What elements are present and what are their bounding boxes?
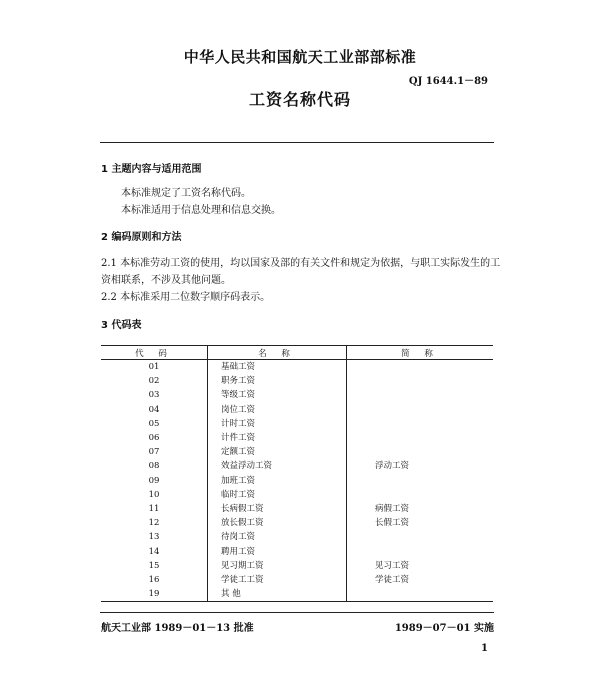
code-cell: 04 — [148, 404, 160, 415]
name-cell: 其 他 — [208, 587, 347, 602]
name-cell: 定额工资 — [208, 445, 347, 459]
abbreviation-cell — [347, 417, 494, 431]
abbreviation-cell — [347, 530, 494, 544]
abbreviation-cell: 长假工资 — [375, 518, 410, 529]
name-cell: 待岗工资 — [208, 530, 347, 544]
name-cell: 基础工资 — [208, 360, 347, 375]
code-cell: 05 — [148, 418, 160, 429]
column-header-code: 代 码 — [101, 346, 208, 360]
table-row — [101, 388, 493, 402]
table-row — [101, 459, 493, 473]
name-cell: 计时工资 — [208, 417, 347, 431]
table-row — [101, 502, 493, 516]
column-header-abbreviation: 简 称 — [347, 346, 494, 360]
code-table — [101, 345, 493, 602]
table-body — [101, 360, 493, 602]
abbreviation-cell — [347, 403, 494, 417]
code-cell: 08 — [148, 461, 160, 472]
abbreviation-cell: 浮动工资 — [375, 461, 410, 472]
code-cell: 01 — [148, 362, 160, 373]
section-2-1-line-2: 资相联系，不涉及其他问题。 — [101, 275, 231, 286]
page-number: 1 — [481, 643, 488, 654]
table-row — [101, 516, 493, 530]
name-cell: 效益浮动工资 — [208, 459, 347, 473]
abbreviation-cell: 学徒工资 — [375, 574, 410, 585]
section-2-heading: 2 编码原则和方法 — [101, 232, 182, 243]
table-row — [101, 474, 493, 488]
name-cell: 聘用工资 — [208, 544, 347, 558]
footer-rule — [100, 612, 494, 613]
section-2-2: 2.2 本标准采用二位数字顺序码表示。 — [101, 292, 271, 303]
table-row — [101, 573, 493, 587]
abbreviation-cell — [347, 445, 494, 459]
name-cell: 等级工资 — [208, 388, 347, 402]
abbreviation-cell: 见习工资 — [375, 560, 410, 571]
code-cell: 13 — [148, 532, 160, 543]
table-row — [101, 360, 493, 375]
table-row — [101, 374, 493, 388]
standard-number: QJ 1644.1－89 — [408, 76, 488, 87]
issuing-organization: 中华人民共和国航天工业部部标准 — [183, 48, 417, 66]
table-row — [101, 559, 493, 573]
name-cell: 加班工资 — [208, 474, 347, 488]
code-cell: 14 — [148, 546, 160, 557]
name-cell: 长病假工资 — [208, 502, 347, 516]
code-cell: 16 — [148, 574, 160, 585]
section-1-heading: 1 主题内容与适用范围 — [101, 164, 202, 175]
document-title: 工资名称代码 — [248, 90, 351, 109]
table-header-row — [101, 346, 493, 360]
header-rule — [100, 142, 494, 143]
abbreviation-cell — [347, 360, 494, 375]
code-cell: 06 — [148, 433, 160, 444]
name-cell: 计件工资 — [208, 431, 347, 445]
abbreviation-cell — [347, 374, 494, 388]
name-cell: 职务工资 — [208, 374, 347, 388]
table-row — [101, 403, 493, 417]
table-row — [101, 587, 493, 602]
abbreviation-cell: 病假工资 — [375, 503, 410, 514]
name-cell: 临时工资 — [208, 488, 347, 502]
approval-line: 航天工业部 1989－01－13 批准 — [101, 623, 254, 634]
code-cell: 15 — [148, 560, 160, 571]
code-cell: 02 — [148, 376, 160, 387]
name-cell: 放长假工资 — [208, 516, 347, 530]
table-row — [101, 488, 493, 502]
code-cell: 09 — [148, 475, 160, 486]
table-row — [101, 530, 493, 544]
abbreviation-cell — [347, 544, 494, 558]
section-2-1-line-1: 2.1 本标准劳动工资的使用，均以国家及部的有关文件和规定为依据，与职工实际发生的工 — [101, 258, 501, 269]
section-1-paragraph-1: 本标准规定了工资名称代码。 — [121, 188, 251, 199]
abbreviation-cell — [347, 474, 494, 488]
name-cell: 岗位工资 — [208, 403, 347, 417]
code-cell: 11 — [148, 503, 160, 514]
table-row — [101, 417, 493, 431]
name-cell: 见习期工资 — [208, 559, 347, 573]
code-cell: 10 — [148, 489, 160, 500]
code-cell: 12 — [148, 518, 160, 529]
table-row — [101, 431, 493, 445]
table-row — [101, 445, 493, 459]
abbreviation-cell — [347, 587, 494, 602]
section-3-heading: 3 代码表 — [101, 320, 142, 331]
implementation-date: 1989－07－01 实施 — [394, 623, 494, 634]
abbreviation-cell — [347, 431, 494, 445]
abbreviation-cell — [347, 488, 494, 502]
code-cell: 03 — [148, 390, 160, 401]
column-header-name: 名 称 — [208, 346, 347, 360]
code-cell: 19 — [101, 587, 208, 602]
table-row — [101, 544, 493, 558]
abbreviation-cell — [347, 388, 494, 402]
name-cell: 学徒工工资 — [208, 573, 347, 587]
code-cell: 07 — [148, 447, 160, 458]
section-1-paragraph-2: 本标准适用于信息处理和信息交换。 — [121, 205, 281, 216]
